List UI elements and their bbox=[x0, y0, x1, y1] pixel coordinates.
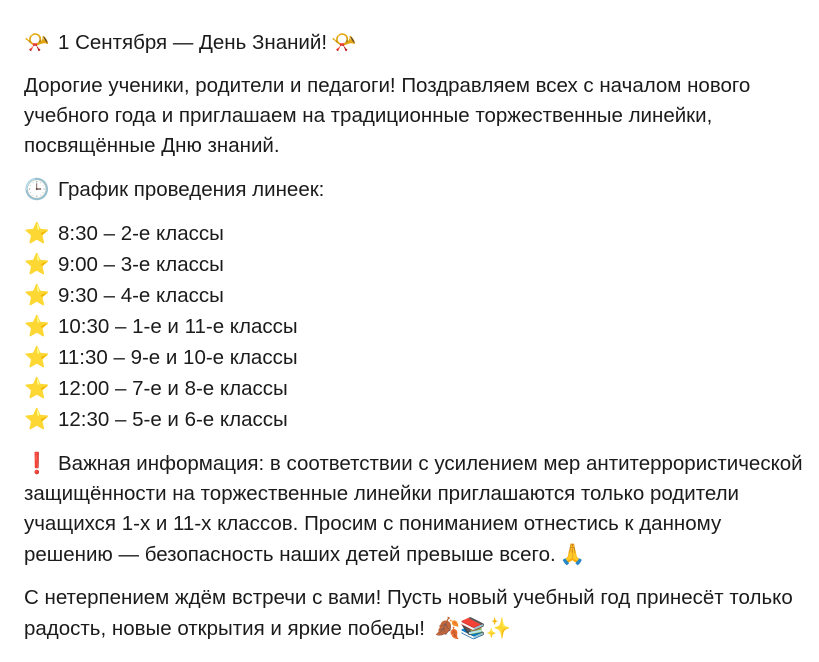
schedule-time: 10:30 bbox=[58, 315, 110, 338]
schedule-heading bbox=[24, 174, 804, 205]
schedule-classes: 5-е и 6-е классы bbox=[132, 408, 288, 431]
schedule-item bbox=[24, 249, 804, 280]
leaves-books-sparkles-icon: 🍂📚✨ bbox=[434, 616, 512, 640]
schedule-classes: 4-е классы bbox=[120, 284, 224, 307]
schedule-item bbox=[24, 311, 804, 342]
intro-paragraph: Дорогие ученики, родители и педагоги! Поздравляем всех с началом нового учебного года и приглашаем на традиционные торжественные линейки, посвящённые Дню знаний. bbox=[24, 74, 751, 157]
schedule-classes: 9-е и 10-е классы bbox=[130, 346, 298, 369]
schedule-item bbox=[24, 342, 804, 373]
schedule-item bbox=[24, 280, 804, 311]
postal-horn-icon: 📯 bbox=[24, 30, 50, 54]
star-icon: ⭐ bbox=[24, 252, 50, 276]
exclamation-icon: ❗ bbox=[24, 451, 50, 475]
schedule-classes: 2-е классы bbox=[120, 222, 224, 245]
notice-paragraph bbox=[24, 448, 804, 570]
schedule-time: 11:30 bbox=[58, 346, 108, 369]
schedule-time: 8:30 bbox=[58, 222, 98, 245]
closing-paragraph bbox=[24, 583, 804, 644]
schedule-time: 9:30 bbox=[58, 284, 98, 307]
star-icon: ⭐ bbox=[24, 407, 50, 431]
schedule-item bbox=[24, 218, 804, 249]
schedule-separator: – bbox=[97, 284, 121, 307]
post-title-text: 1 Сентября — День Знаний! bbox=[58, 31, 328, 54]
star-icon: ⭐ bbox=[24, 376, 50, 400]
schedule-item bbox=[24, 373, 804, 404]
star-icon: ⭐ bbox=[24, 314, 50, 338]
closing-text: С нетерпением ждём встречи с вами! Пусть новый учебный год принесёт только радость, новые открытия и яркие победы! bbox=[24, 586, 793, 640]
schedule-time: 12:30 bbox=[58, 408, 110, 431]
schedule-classes: 1-е и 11-е классы bbox=[132, 315, 298, 338]
postal-horn-icon: 📯 bbox=[331, 30, 357, 54]
schedule-separator: – bbox=[109, 315, 133, 338]
star-icon: ⭐ bbox=[24, 283, 50, 307]
schedule-separator: – bbox=[107, 346, 131, 369]
praying-hands-icon: 🙏 bbox=[559, 542, 586, 566]
schedule-classes: 3-е классы bbox=[120, 253, 224, 276]
schedule-separator: – bbox=[109, 408, 133, 431]
star-icon: ⭐ bbox=[24, 345, 50, 369]
schedule-classes: 7-е и 8-е классы bbox=[132, 377, 288, 400]
schedule-heading-text: График проведения линеек: bbox=[58, 178, 325, 201]
schedule-separator: – bbox=[97, 222, 121, 245]
schedule-item bbox=[24, 404, 804, 435]
schedule-list bbox=[24, 218, 804, 435]
schedule-time: 9:00 bbox=[58, 253, 98, 276]
schedule-separator: – bbox=[97, 253, 121, 276]
schedule-separator: – bbox=[109, 377, 133, 400]
schedule-time: 12:00 bbox=[58, 377, 110, 400]
post bbox=[24, 27, 804, 657]
notice-text: Важная информация: в соответствии с усилением мер антитеррористической защищённости на торжественные линейки приглашаются только родители учащихся 1-х и 11-х классов. Просим с пониманием отнестись к данному решению — безопасность наших детей превыше всего. bbox=[24, 452, 803, 566]
star-icon: ⭐ bbox=[24, 221, 50, 245]
clock-icon: 🕒 bbox=[24, 177, 50, 201]
post-title bbox=[24, 27, 804, 58]
